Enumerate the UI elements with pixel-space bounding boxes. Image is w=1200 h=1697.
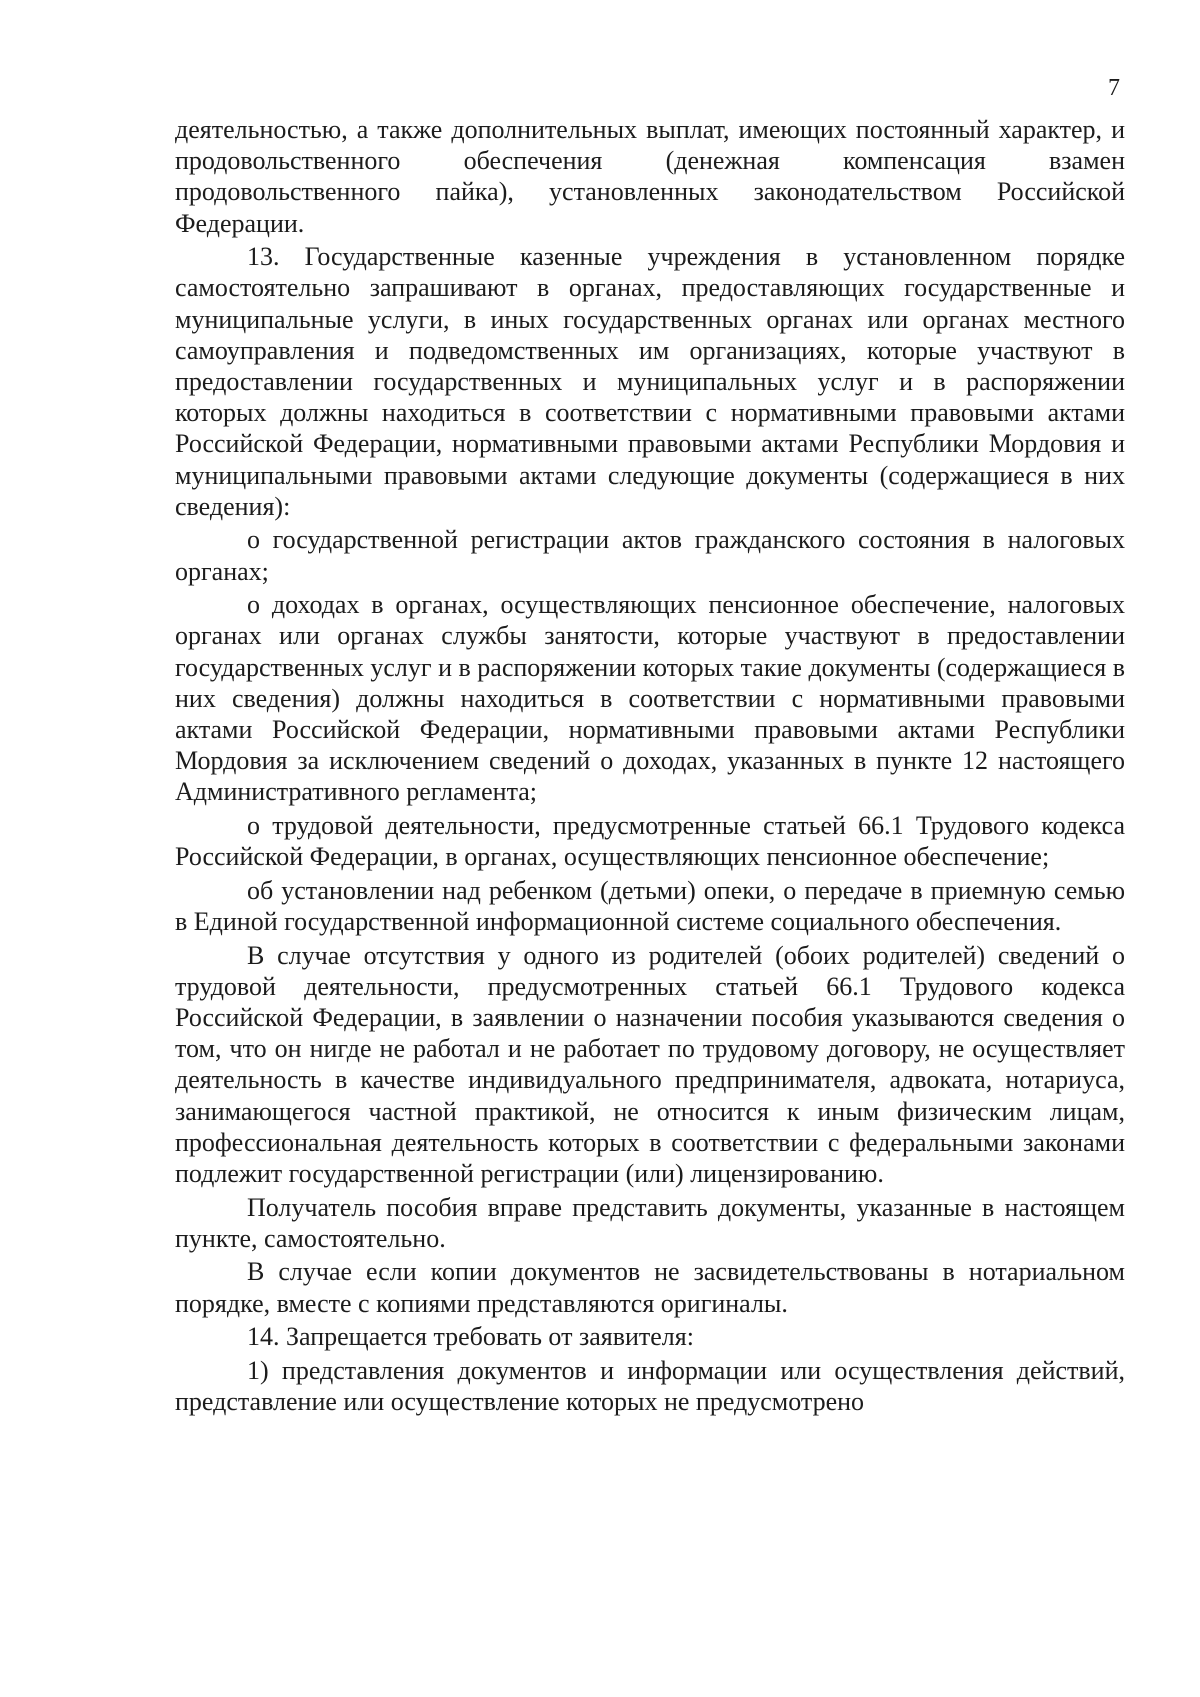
paragraph-labor-activity: о трудовой деятельности, предусмотренные статьей 66.1 Трудового кодекса Российской Федерации, в органах, осуществляющих пенсионное обеспечение; [175,811,1125,872]
paragraph-notarized-copies: В случае если копии документов не засвидетельствованы в нотариальном порядке, вместе с копиями представляются оригиналы. [175,1257,1125,1318]
paragraph-item-14-1: 1) представления документов и информации или осуществления действий, представление или осуществление которых не предусмотрено [175,1355,1125,1417]
paragraph-continuation: деятельностью, а также дополнительных выплат, имеющих постоянный характер, и продовольственного обеспечения (денежная компенсация взамен продовольственного пайка), установленных законодательством Российской Федерации. [175,115,1125,238]
paragraph-self-submission: Получатель пособия вправе представить документы, указанные в настоящем пункте, самостоятельно. [175,1192,1125,1253]
document-body [175,114,1125,1420]
paragraph-item-13: 13. Государственные казенные учреждения в установленном порядке самостоятельно запрашивают в органах, предоставляющих государственные и муниципальные услуги, в иных государственных органах или органах местного самоуправления и подведомственных им организациях, которые участвуют в предоставлении государственных и муниципальных услуг и в распоряжении которых должны находиться в соответствии с нормативными правовыми актами Российской Федерации, нормативными правовыми актами Республики Мордовия и муниципальными правовыми актами следующие документы (содержащиеся в них сведения): [175,242,1125,521]
paragraph-civil-registration: о государственной регистрации актов гражданского состояния в налоговых органах; [175,525,1125,586]
page-number: 7 [1108,75,1120,101]
paragraph-item-14: 14. Запрещается требовать от заявителя: [247,1322,694,1352]
paragraph-income: о доходах в органах, осуществляющих пенсионное обеспечение, налоговых органах или органах службы занятости, которые участвуют в предоставлении государственных услуг и в распоряжении которых такие документы (содержащиеся в них сведения) должны находиться в соответствии с нормативными правовыми актами Российской Федерации, нормативными правовыми актами Республики Мордовия за исключением сведений о доходах, указанных в пункте 12 настоящего Административного регламента; [175,590,1125,807]
paragraph-absence-of-records: В случае отсутствия у одного из родителей (обоих родителей) сведений о трудовой деятельности, предусмотренных статьей 66.1 Трудового кодекса Российской Федерации, в заявлении о назначении пособия указываются сведения о том, что он нигде не работал и не работает по трудовому договору, не осуществляет деятельность в качестве индивидуального предпринимателя, адвоката, нотариуса, занимающегося частной практикой, не относится к иным физическим лицам, профессиональная деятельность которых в соответствии с федеральными законами подлежит государственной регистрации (или) лицензированию. [175,940,1125,1189]
paragraph-guardianship: об установлении над ребенком (детьми) опеки, о передаче в приемную семью в Единой государственной информационной системе социального обеспечения. [175,875,1125,937]
